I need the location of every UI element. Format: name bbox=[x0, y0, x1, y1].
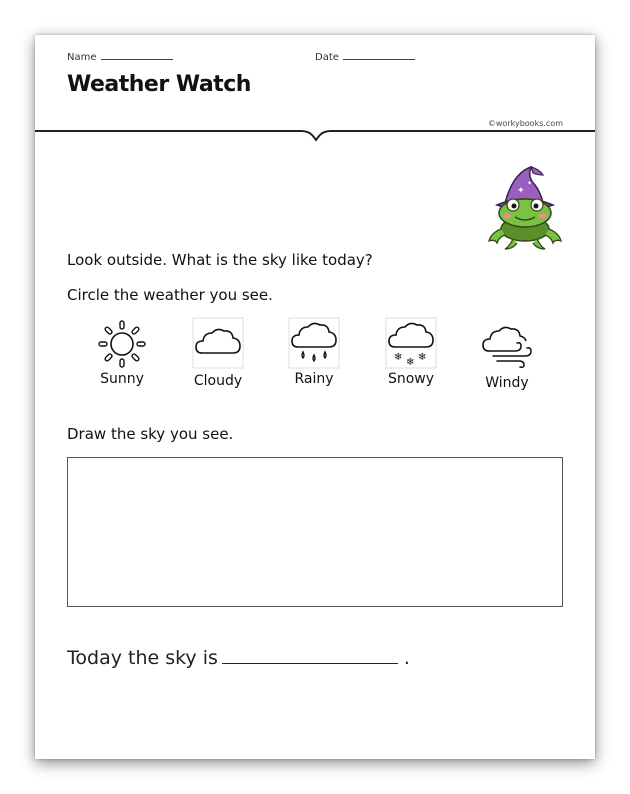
svg-text:❄: ❄ bbox=[418, 352, 427, 363]
weather-option-rainy[interactable] bbox=[288, 317, 340, 387]
weather-label-sunny: Sunny bbox=[100, 371, 144, 387]
weather-label-rainy: Rainy bbox=[294, 371, 334, 387]
name-label: Name bbox=[67, 52, 97, 63]
header-divider bbox=[35, 123, 595, 143]
date-label: Date bbox=[315, 52, 339, 63]
frog-mascot-icon bbox=[483, 163, 567, 253]
rain-cloud-icon bbox=[288, 317, 340, 369]
worksheet-page bbox=[35, 35, 595, 759]
weather-label-snowy: Snowy bbox=[387, 371, 435, 387]
drawing-area[interactable] bbox=[67, 457, 563, 607]
name-line bbox=[101, 58, 173, 60]
svg-text:❄: ❄ bbox=[406, 357, 415, 368]
svg-text:❄: ❄ bbox=[394, 352, 403, 363]
name-field[interactable] bbox=[67, 52, 173, 63]
answer-blank[interactable] bbox=[222, 662, 398, 664]
svg-text:✦: ✦ bbox=[517, 186, 525, 196]
sentence-suffix: . bbox=[403, 647, 410, 669]
weather-option-sunny[interactable] bbox=[97, 319, 147, 387]
cloud-icon bbox=[192, 317, 244, 369]
date-field[interactable] bbox=[315, 52, 415, 63]
question-draw-sky: Draw the sky you see. bbox=[67, 425, 234, 443]
weather-label-windy: Windy bbox=[485, 375, 529, 391]
sentence-prefix: Today the sky is bbox=[67, 647, 218, 669]
question-sky-today: Look outside. What is the sky like today? bbox=[67, 251, 373, 269]
svg-text:✦: ✦ bbox=[527, 180, 533, 187]
date-line bbox=[343, 58, 415, 60]
question-circle-weather: Circle the weather you see. bbox=[67, 286, 273, 304]
wind-cloud-icon bbox=[481, 321, 533, 369]
page-title: Weather Watch bbox=[67, 72, 251, 97]
weather-label-cloudy: Cloudy bbox=[193, 373, 243, 389]
sentence-fill-in bbox=[67, 647, 410, 669]
sun-icon bbox=[97, 319, 147, 369]
snow-cloud-icon bbox=[385, 317, 437, 369]
weather-option-cloudy[interactable] bbox=[192, 317, 244, 389]
copyright-text: ©workybooks.com bbox=[487, 119, 563, 128]
weather-option-windy[interactable] bbox=[481, 321, 533, 391]
weather-option-snowy[interactable] bbox=[385, 317, 437, 387]
